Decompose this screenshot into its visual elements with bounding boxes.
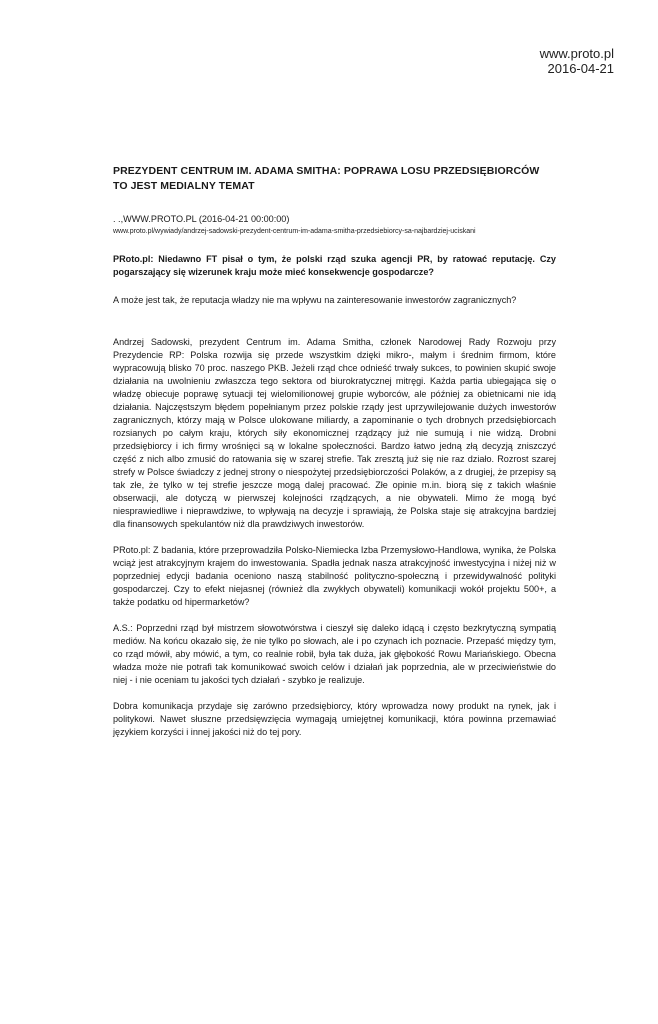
article-paragraph: A.S.: Poprzedni rząd był mistrzem słowotwórstwa i cieszył się daleko idącą i często bezkrytyczną sympatią mediów. Na końcu okazało się, że nie tylko po słowach, ale i po czynach ich poznacie. Przepaść między tym, co rząd mówił, aby mówić, a tym, co realnie robił, była tak duża, jak głębokość Rowu Mariańskiego. Obecna władza może nie potrafi tak komunikować swoich celów i działań jak poprzednia, ale w przeciwieństwie do niej - i nie oceniam tu jakości tych działań - szybko je realizuje. [113, 623, 556, 685]
source-url: www.proto.pl/wywiady/andrzej-sadowski-prezydent-centrum-im-adama-smitha-przedsiebiorcy-sa-najbardziej-uciskani [113, 228, 476, 235]
article-lead: PRoto.pl: Niedawno FT pisał o tym, że polski rząd szuka agencji PR, by ratować reputację. Czy pogarszający się wizerunek kraju może mieć konsekwencje gospodarcze? [113, 254, 556, 277]
site-name: www.proto.pl [539, 46, 614, 61]
article [113, 164, 556, 739]
publication-date: 2016-04-21 [547, 61, 614, 76]
article-paragraph: Andrzej Sadowski, prezydent Centrum im. Adama Smitha, członek Narodowej Rady Rozwoju przy Prezydencie RP: Polska rozwija się przede wszystkim dzięki mikro-, małym i średnim firmom, które wypracowują blisko 70 proc. naszego PKB. Jeżeli rząd chce odnieść trwały sukces, to powinien skupić swoje działania na uwolnieniu zwłaszcza tego sektora od biurokratycznej mitręgi. Każda partia ubiegająca się o władzę obiecuje poprawę sytuacji tej wielomilionowej grupie wyborców, ale później za obietnicami nie idą działania. Najczęstszym błędem popełnianym przez polskie rządy jest uprzywilejowanie dużych inwestorów zagranicznych, którzy mają w Polsce ulokowane miliardy, a zapominanie o tych drobnych przedsiębiorcach rozsianych po całym kraju, których siły ekonomicznej rządzący już nie sumują i nie widzą. Drobni przedsiębiorcy i ich firmy wrośnięci są w lokalne społeczności. Bardzo łatwo jedną złą decyzją zniszczyć część z nich albo zmusić do ratowania się w szarej strefie. Tak zresztą już się nie raz działo. Rozrost szarej strefy w Polsce świadczy z jednej strony o niespożytej przedsiębiorczości Polaków, a z drugiej, że przepisy są tak złe, że tylko w tej strefie jeszcze mogą dalej pracować. Złe opinie m.in. biorą się z takich właśnie obserwacji, ale dotyczą w pierwszej kolejności rządzących, a nie obywateli. Mimo że mogą być niesprawiedliwe i nieprawdziwe, to wpływają na decyzje i sprawiają, że Polska staje się atrakcyjna bardziej dla finansowych spekulantów niż dla prawdziwych inwestorów. [113, 337, 556, 529]
article-title: PREZYDENT CENTRUM IM. ADAMA SMITHA: POPRAWA LOSU PRZEDSIĘBIORCÓW TO JEST MEDIALNY TEMAT [113, 165, 540, 192]
article-paragraph: PRoto.pl: Z badania, które przeprowadziła Polsko-Niemiecka Izba Przemysłowo-Handlowa, wynika, że Polska wciąż jest atrakcyjnym krajem do inwestowania. Spadła jednak nasza atrakcyjność inwestycyjna i niżej niż w poprzedniej edycji badania oceniono naszą stabilność polityczno-społeczną i przewidywalność polityki gospodarczej. Czy to efekt niejasnej (również dla zwykłych obywateli) komunikacji wokół projektu 500+, a także podatku od hipermarketów? [113, 545, 556, 607]
article-paragraph: A może jest tak, że reputacja władzy nie ma wpływu na zainteresowanie inwestorów zagranicznych? [113, 295, 517, 305]
article-paragraph: Dobra komunikacja przydaje się zarówno przedsiębiorcy, który wprowadza nowy produkt na rynek, jak i politykowi. Nawet słuszne przedsięwzięcia wymagają umiejętnej komunikacji, która powinna przemawiać językiem korzyści i innej jakości niż do tej pory. [113, 701, 556, 737]
page-header [540, 46, 614, 76]
source-line: . .,WWW.PROTO.PL (2016-04-21 00:00:00) [113, 214, 290, 224]
